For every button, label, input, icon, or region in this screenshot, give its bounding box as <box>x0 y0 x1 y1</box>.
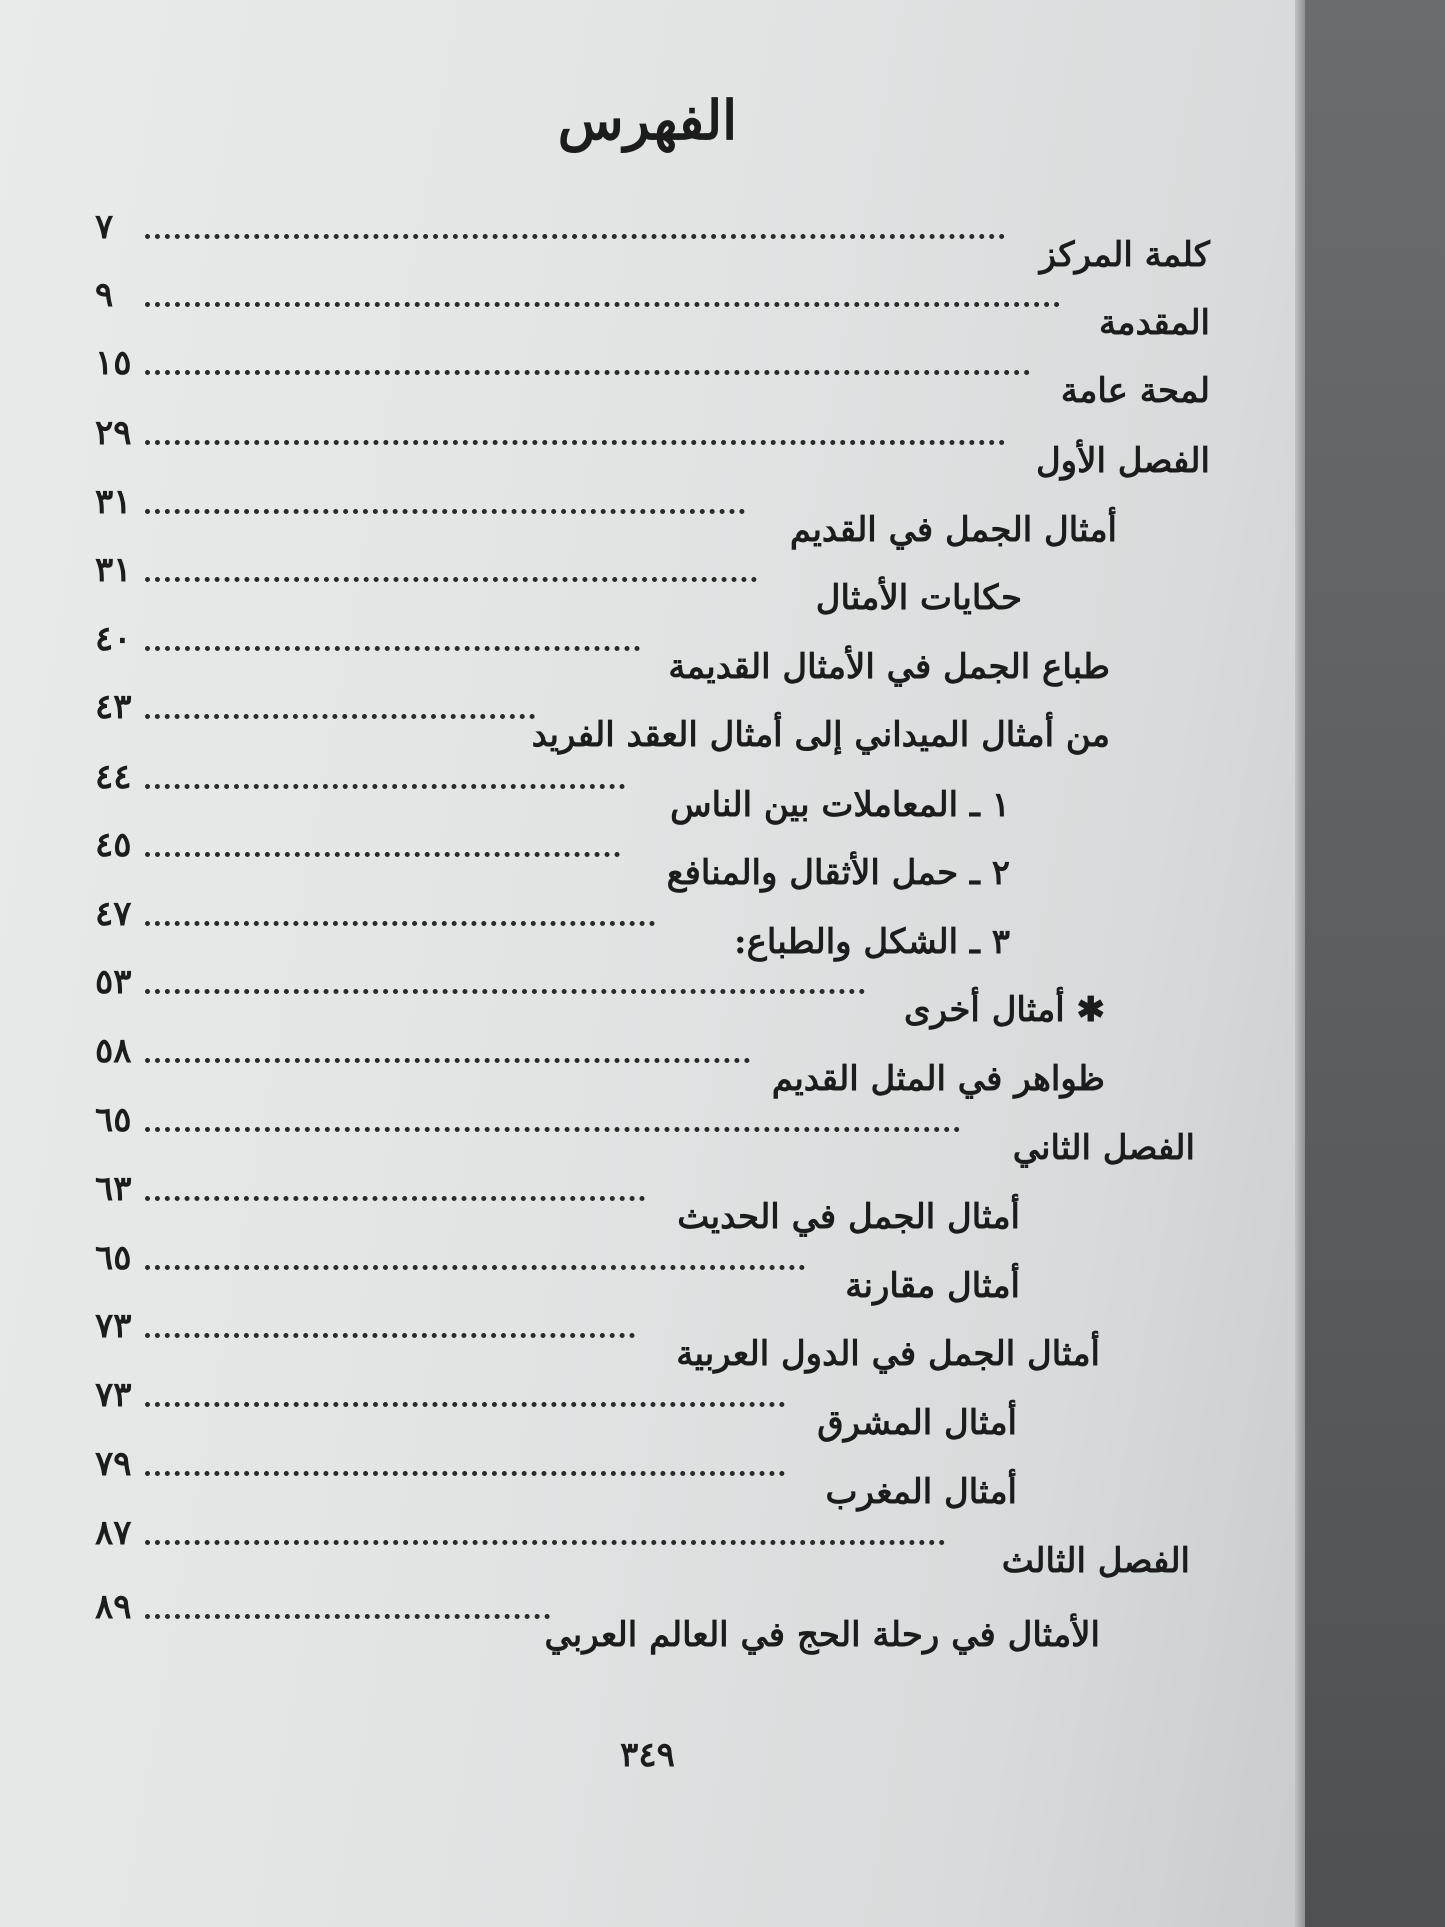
toc-entry-label: ١ ـ المعاملات بين الناس <box>670 784 1010 825</box>
toc-leader-dots <box>145 302 1060 307</box>
toc-entry-page: ٥٣ <box>95 962 132 1002</box>
toc-entry-page: ٦٥ <box>95 1100 132 1140</box>
toc-leader-dots <box>145 1058 750 1063</box>
toc-entry-label: أمثال الجمل في الدول العربية <box>676 1333 1100 1374</box>
toc-entry-label: طباع الجمل في الأمثال القديمة <box>668 646 1110 687</box>
toc-leader-dots <box>145 1265 805 1270</box>
toc-leader-dots <box>145 646 640 651</box>
toc-entry-page: ٢٩ <box>95 413 132 453</box>
toc-entry-introduction <box>95 275 1210 348</box>
toc-entry-label: ٢ ـ حمل الأثقال والمنافع <box>666 852 1010 893</box>
toc-leader-dots <box>145 1614 550 1619</box>
toc-entry-label: الفصل الثالث <box>1001 1540 1190 1581</box>
toc-entry-page: ٦٣ <box>95 1169 132 1209</box>
toc-entry-proverb-tales <box>95 550 1022 623</box>
toc-leader-dots <box>145 1540 945 1545</box>
toc-entry-chapter-three <box>95 1513 1190 1586</box>
toc-entry-page: ٨٧ <box>95 1513 132 1553</box>
toc-entry-label: لمحة عامة <box>1060 370 1210 411</box>
toc-entry-label: أمثال الجمل في الحديث <box>677 1196 1020 1237</box>
toc-leader-dots <box>145 714 535 719</box>
toc-entry-hajj-journey <box>95 1587 1100 1660</box>
toc-entry-center-word <box>95 207 1210 280</box>
toc-entry-shape-nature <box>95 894 1010 967</box>
toc-entry-arab-countries <box>95 1306 1100 1379</box>
toc-entry-page: ٤٣ <box>95 687 132 727</box>
toc-entry-other-proverbs <box>95 962 1105 1035</box>
toc-entry-maghreb <box>95 1444 1017 1517</box>
toc-entry-maydani-to-iqd <box>95 687 1110 760</box>
page-edge <box>1295 0 1305 1927</box>
toc-entry-chapter-one <box>95 413 1210 486</box>
toc-entry-label: كلمة المركز <box>1039 234 1210 275</box>
toc-entry-overview <box>95 343 1210 416</box>
toc-entry-label: أمثال المشرق <box>817 1402 1017 1443</box>
toc-leader-dots <box>145 1127 960 1132</box>
toc-leader-dots <box>145 370 1030 375</box>
page-title: الفهرس <box>557 88 738 152</box>
toc-entry-page: ٦٥ <box>95 1238 132 1278</box>
toc-leader-dots <box>145 989 865 994</box>
toc-entry-label: الفصل الثاني <box>1012 1127 1195 1168</box>
toc-entry-page: ٤٠ <box>95 619 132 659</box>
toc-entry-label: الأمثال في رحلة الحج في العالم العربي <box>544 1614 1100 1655</box>
toc-leader-dots <box>145 852 620 857</box>
toc-entry-label: المقدمة <box>1099 302 1210 343</box>
toc-leader-dots <box>145 509 745 514</box>
toc-entry-page: ٧٩ <box>95 1444 132 1484</box>
toc-entry-camel-nature <box>95 619 1110 692</box>
toc-leader-dots <box>145 921 655 926</box>
toc-entry-label: من أمثال الميداني إلى أمثال العقد الفريد <box>531 714 1110 755</box>
toc-entry-page: ٧ <box>95 207 114 247</box>
background-surface <box>1305 0 1445 1927</box>
toc-leader-dots <box>145 784 625 789</box>
toc-entry-comparative-proverbs <box>95 1238 1020 1311</box>
toc-entry-label: حكايات الأمثال <box>815 577 1022 618</box>
toc-entry-label: أمثال الجمل في القديم <box>789 509 1117 550</box>
toc-entry-label: ٣ ـ الشكل والطباع: <box>734 921 1010 962</box>
toc-entry-loads-benefits <box>95 825 1010 898</box>
toc-entry-page: ٤٥ <box>95 825 132 865</box>
toc-entry-old-proverb-phenomena <box>95 1031 1105 1104</box>
toc-entry-page: ٨٩ <box>95 1587 132 1627</box>
toc-entry-chapter-two <box>95 1100 1195 1173</box>
toc-leader-dots <box>145 1471 785 1476</box>
toc-leader-dots <box>145 577 757 582</box>
toc-leader-dots <box>145 440 1005 445</box>
toc-entry-page: ٣١ <box>95 482 132 522</box>
toc-entry-camel-proverbs-modern <box>95 1169 1020 1242</box>
toc-entry-label: الفصل الأول <box>1035 440 1210 481</box>
toc-entry-camel-proverbs-old <box>95 482 1117 555</box>
toc-leader-dots <box>145 234 1005 239</box>
toc-leader-dots <box>145 1196 645 1201</box>
toc-entry-page: ٤٤ <box>95 757 132 797</box>
page-number: ٣٤٩ <box>620 1735 675 1775</box>
toc-entry-dealings <box>95 757 1010 830</box>
toc-entry-page: ٧٣ <box>95 1375 132 1415</box>
toc-leader-dots <box>145 1333 635 1338</box>
toc-leader-dots <box>145 1402 785 1407</box>
toc-entry-page: ٩ <box>95 275 114 315</box>
toc-entry-page: ١٥ <box>95 343 132 383</box>
toc-entry-page: ٥٨ <box>95 1031 132 1071</box>
toc-entry-page: ٣١ <box>95 550 132 590</box>
toc-entry-page: ٧٣ <box>95 1306 132 1346</box>
toc-entry-mashreq <box>95 1375 1017 1448</box>
toc-entry-label: أمثال المغرب <box>825 1471 1017 1512</box>
toc-entry-label: أمثال مقارنة <box>845 1265 1020 1306</box>
toc-entry-page: ٤٧ <box>95 894 132 934</box>
toc-entry-label: ظواهر في المثل القديم <box>771 1058 1105 1099</box>
toc-entry-label: ✱ أمثال أخرى <box>904 989 1105 1030</box>
